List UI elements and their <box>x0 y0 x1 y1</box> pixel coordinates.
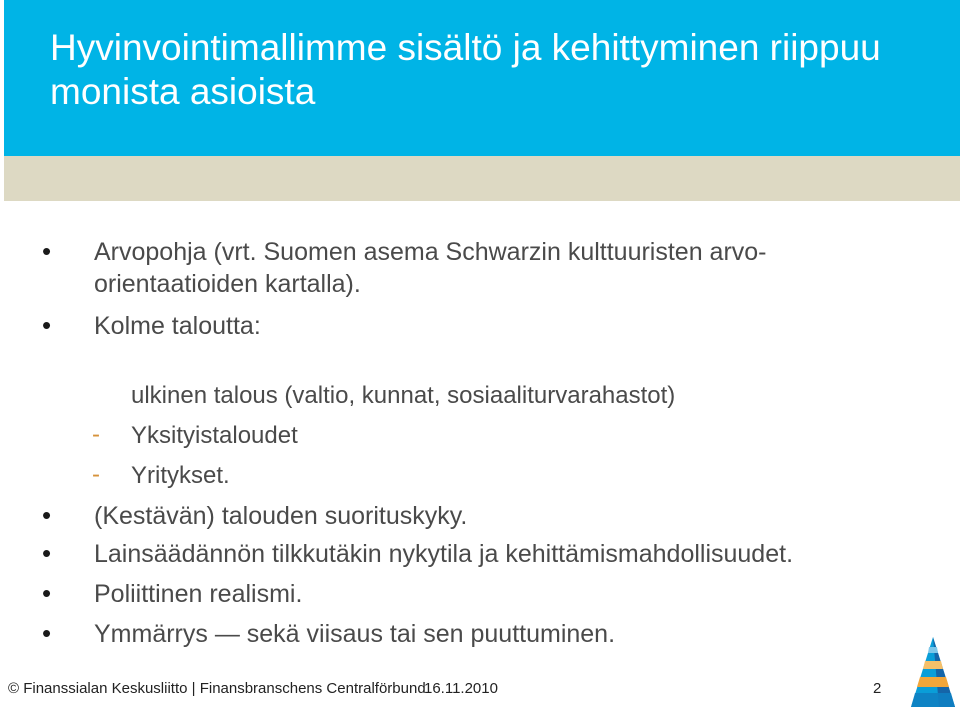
bullet-6: Ymmärrys — sekä viisaus tai sen puuttuminen. <box>94 620 616 648</box>
slide-title: Hyvinvointimallimme sisältö ja kehittyminen riippuu monista asioista <box>50 27 881 112</box>
bullet-marker: • <box>42 236 52 266</box>
sub-dash: - <box>92 421 100 448</box>
footer-copyright: © Finanssialan Keskusliitto | Finansbranschens Centralförbund <box>8 680 426 697</box>
bullet-1-line-1: Arvopohja (vrt. Suomen asema Schwarzin kulttuuristen arvo- <box>94 238 767 266</box>
bullet-2: Kolme taloutta: <box>94 312 261 340</box>
sub-item-1: ulkinen talous (valtio, kunnat, sosiaaliturvarahastot) <box>131 382 676 409</box>
sub-item-3: Yritykset. <box>131 462 230 489</box>
pyramid-logo-icon <box>905 635 960 709</box>
bullet-marker: • <box>42 500 52 530</box>
bullet-marker: • <box>42 578 52 608</box>
bullet-marker: • <box>42 538 52 568</box>
footer <box>0 676 960 700</box>
bullet-1-line-2: orientaatioiden kartalla). <box>94 270 361 298</box>
bullet-5: Poliittinen realismi. <box>94 580 303 608</box>
bullet-marker: • <box>42 618 52 648</box>
bullet-marker: • <box>42 310 52 340</box>
page-number: 2 <box>873 680 882 697</box>
bullet-3: (Kestävän) talouden suorituskyky. <box>94 502 468 530</box>
sub-dash: - <box>92 461 100 488</box>
bullet-4: Lainsäädännön tilkkutäkin nykytila ja kehittämismahdollisuudet. <box>94 540 794 568</box>
footer-date: 16.11.2010 <box>424 680 498 697</box>
sub-item-2: Yksityistaloudet <box>131 422 298 449</box>
